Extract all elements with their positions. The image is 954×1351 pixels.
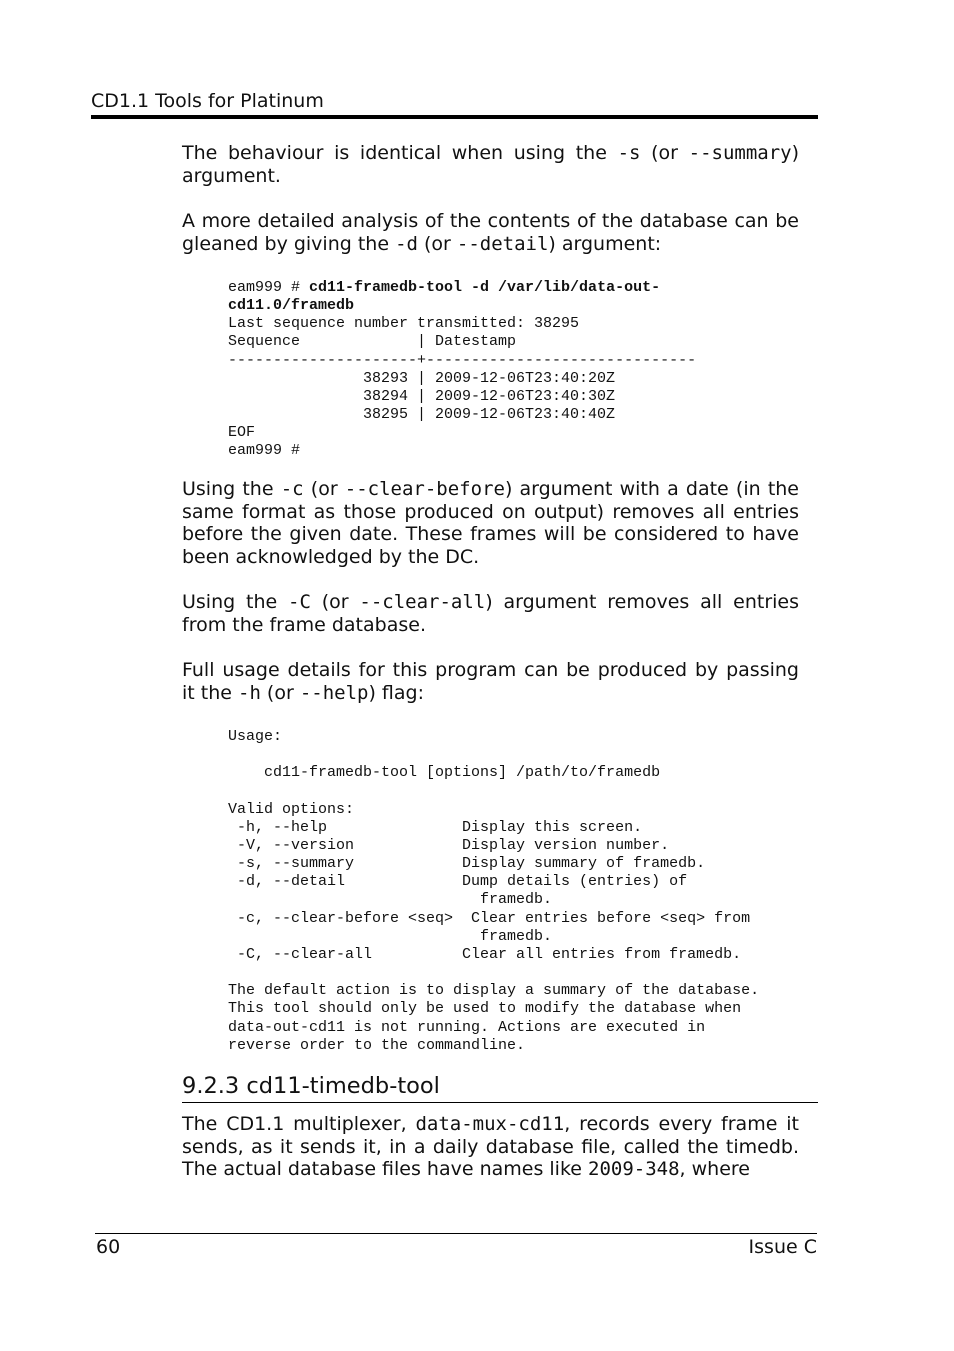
page-number: 60 [96, 1236, 121, 1258]
paragraph-text: , where [679, 1158, 750, 1181]
inline-code: -s [617, 142, 641, 164]
paragraph-text: ) argument: [548, 232, 662, 255]
shell-command: cd11-framedb-tool -d /var/lib/data-out- cd11.0/framedb [228, 279, 661, 315]
inline-code: --clear-all [359, 591, 486, 613]
section-heading: 9.2.3 cd11-timedb-tool [182, 1073, 440, 1099]
paragraph-text: The CD1.1 multiplexer, [182, 1113, 416, 1135]
paragraph-text: (or [640, 142, 689, 164]
paragraph-text: ) argument. [182, 142, 799, 187]
section-rule [182, 1102, 818, 1103]
paragraph-text: A more detailed analysis of the contents of the database can be gleaned by giving the [182, 210, 799, 255]
paragraph-text: ) flag: [368, 681, 424, 704]
inline-code: --clear-before [344, 478, 505, 500]
paragraph-help [182, 659, 799, 704]
paragraph-text: (or [417, 232, 457, 255]
footer-rule [95, 1233, 817, 1234]
paragraph-text: (or [303, 478, 345, 500]
paragraph-summary [182, 142, 799, 187]
paragraph-text: ) argument removes all entries from the frame database. [182, 591, 799, 636]
paragraph-text: (or [310, 591, 360, 613]
paragraph-clear-all [182, 591, 799, 636]
inline-code: -h [238, 681, 261, 704]
inline-code: 2009-348 [588, 1158, 680, 1181]
paragraph-text: (or [260, 681, 300, 704]
code-block-usage: Usage: cd11-framedb-tool [options] /path/to/framedb Valid options: -h, --help Display this screen. -V, --version Display version number. -s, --summary Display summary of framedb. -d, --detail Dump details (entries) of framedb. -c, --clear-before <seq> Clear entries before <seq> from framedb. -C, --clear-all Clear all entries from framedb. The default action is to display a summary of the database. This tool should only be used to modify the database when data-out-cd11 is not running. Actions are executed in reverse order to the commandline. [228, 728, 760, 1054]
inline-code: -d [395, 232, 418, 255]
issue-label: Issue C [748, 1236, 817, 1258]
inline-code: --summary [688, 142, 792, 164]
inline-code: --detail [456, 232, 549, 255]
paragraph-clear-before [182, 478, 799, 568]
paragraph-text: Full usage details for this program can be produced by passing it the [182, 659, 799, 704]
shell-prompt: eam999 # [228, 279, 310, 296]
inline-code: data-mux-cd11 [415, 1113, 565, 1135]
paragraph-timedb [182, 1113, 799, 1181]
code-block-detail [228, 279, 696, 461]
inline-code: -c [280, 478, 304, 500]
paragraph-text: ) argument with a date (in the same format as those produced on output) removes all entries before the given date. These frames will be considered to have been acknowledged by the DC. [182, 478, 799, 568]
inline-code: -C [288, 591, 311, 613]
header-rule [91, 115, 818, 119]
paragraph-text: Using the [182, 591, 289, 613]
paragraph-text: , records every frame it sends, as it sends it, in a daily database file, called the timedb. The actual database files have names like [182, 1113, 799, 1181]
running-header: CD1.1 Tools for Platinum [91, 90, 324, 112]
paragraph-text: Using the [182, 478, 281, 500]
paragraph-detail [182, 210, 799, 255]
inline-code: --help [299, 681, 369, 704]
paragraph-text: The behaviour is identical when using the [182, 142, 618, 164]
command-output: Last sequence number transmitted: 38295 Sequence | Datestamp ---------------------+------------------------------ 38293 | 2009-12-06T23:40:20Z 38294 | 2009-12-06T23:40:30Z 38295 | 2009-12-06T23:40:40Z EOF eam999 # [228, 315, 697, 460]
